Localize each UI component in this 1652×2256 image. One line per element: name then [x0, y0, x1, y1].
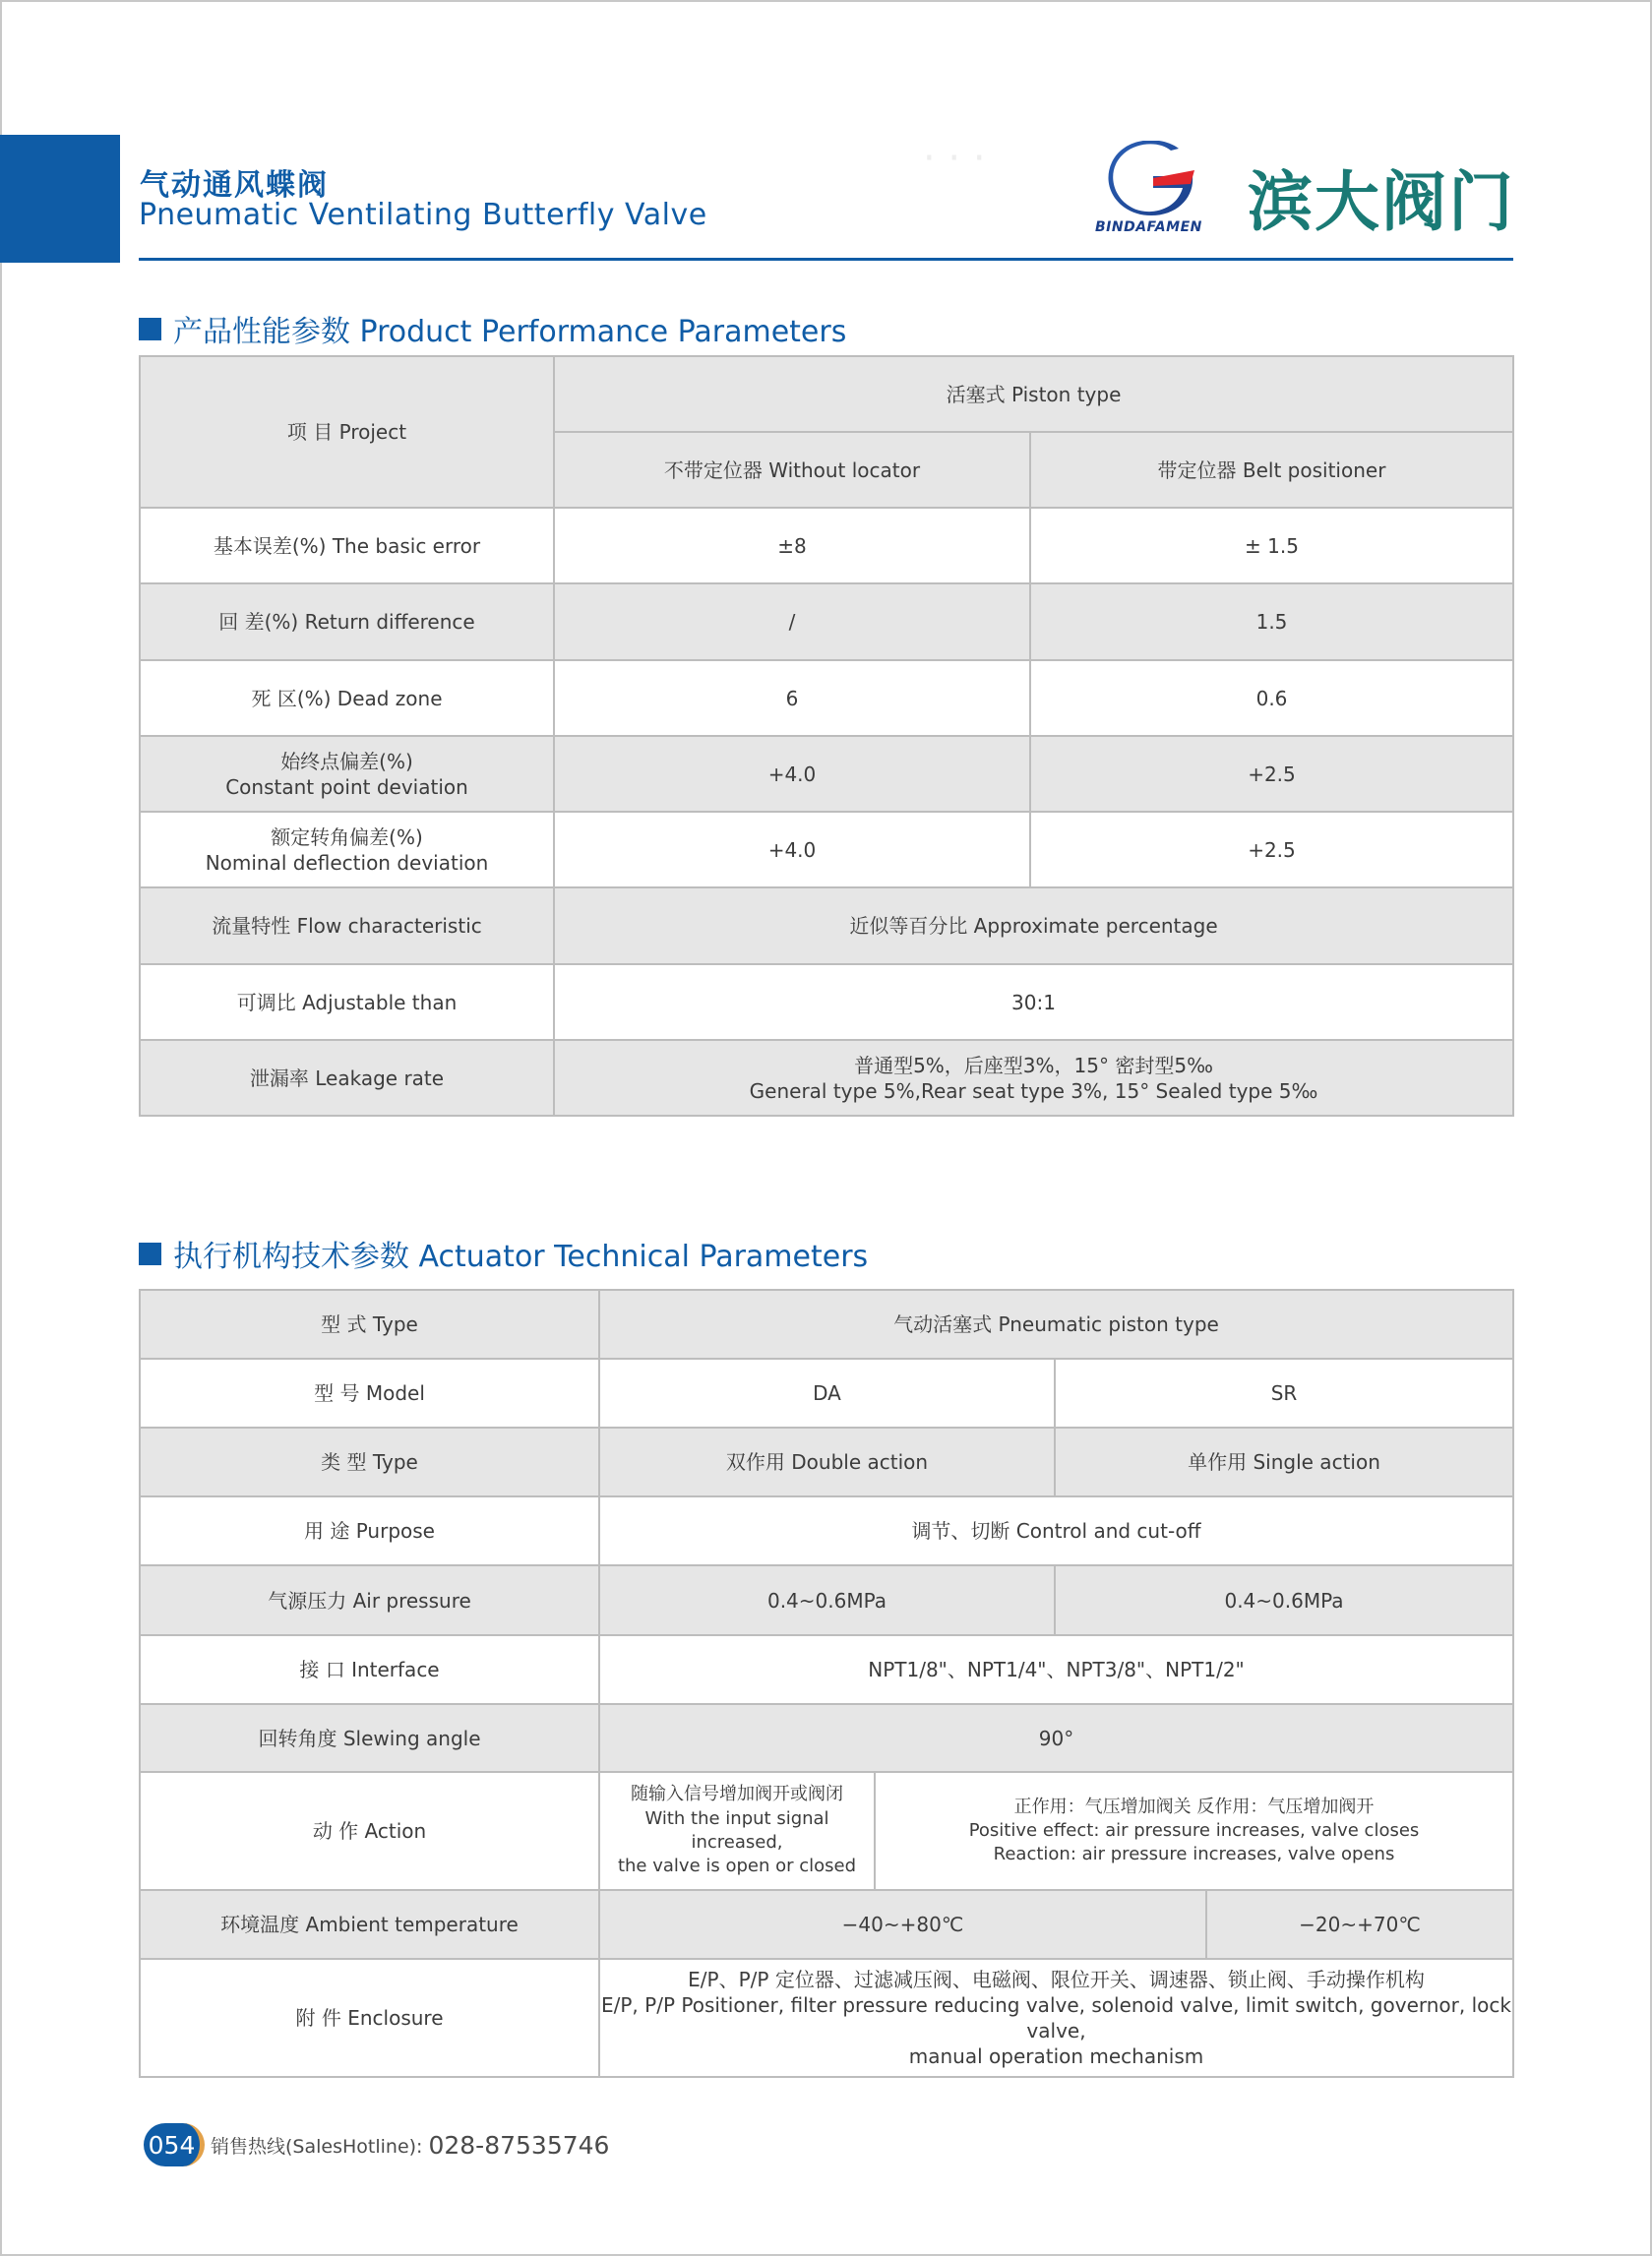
actuator-parameters-table: [139, 1289, 1514, 2078]
cell-value: SR: [1055, 1359, 1513, 1428]
header-belt-positioner: 带定位器 Belt positioner: [1030, 432, 1513, 508]
cell-value: 双作用 Double action: [599, 1428, 1055, 1496]
enclosure-cn: E/P、P/P 定位器、过滤减压阀、电磁阀、限位开关、调速器、锁止阀、手动操作机构: [688, 1968, 1425, 1991]
row-label: 型 式 Type: [140, 1290, 599, 1359]
cell-value: +2.5: [1030, 812, 1513, 887]
row-label-cn: 始终点偏差(%): [280, 749, 413, 773]
cell-value: +2.5: [1030, 736, 1513, 812]
page-title-en: Pneumatic Ventilating Butterfly Valve: [139, 198, 707, 232]
row-label: 类 型 Type: [140, 1428, 599, 1496]
brand-logo-text-cn: 滨大阀门: [1248, 164, 1515, 240]
table-row: [140, 1635, 1513, 1704]
row-label: 流量特性 Flow characteristic: [140, 887, 554, 964]
row-label: 泄漏率 Leakage rate: [140, 1040, 554, 1116]
table-row: [140, 1359, 1513, 1428]
cell-value: NPT1/8"、NPT1/4"、NPT3/8"、NPT1/2": [599, 1635, 1513, 1704]
row-label: 接 口 Interface: [140, 1635, 599, 1704]
faint-background-mark: · · ·: [923, 136, 986, 181]
hotline-label: 销售热线(SalesHotline):: [211, 2135, 423, 2158]
action-right-en2: Reaction: air pressure increases, valve opens: [993, 1844, 1395, 1865]
header-piston-type: 活塞式 Piston type: [554, 356, 1513, 432]
table-row: [140, 736, 1513, 812]
cell-value: [599, 1959, 1513, 2077]
row-label: 回转角度 Slewing angle: [140, 1704, 599, 1772]
section-title-text: 产品性能参数 Product Performance Parameters: [173, 315, 847, 349]
table-row: [140, 583, 1513, 660]
cell-value: 0.4~0.6MPa: [599, 1565, 1055, 1635]
page-number-badge: 054: [144, 2123, 205, 2166]
cell-value: ±8: [554, 508, 1030, 583]
action-right-cn: 正作用：气压增加阀关 反作用：气压增加阀开: [1013, 1796, 1375, 1817]
table-row: [140, 1290, 1513, 1359]
cell-value: +4.0: [554, 812, 1030, 887]
cell-value: 单作用 Single action: [1055, 1428, 1513, 1496]
cell-value: 90°: [599, 1704, 1513, 1772]
cell-value: 30:1: [554, 964, 1513, 1040]
page-title-cn: 气动通风蝶阀: [140, 168, 329, 203]
cell-value: 0.4~0.6MPa: [1055, 1565, 1513, 1635]
table-row: [140, 1040, 1513, 1116]
header-accent-block: [0, 135, 120, 263]
table-row: [140, 1772, 1513, 1890]
header-divider: [139, 258, 1513, 261]
row-label: 附 件 Enclosure: [140, 1959, 599, 2077]
action-right-en1: Positive effect: air pressure increases, valve closes: [968, 1819, 1420, 1841]
table-row: [140, 1496, 1513, 1565]
leak-value-cn: 普通型5%，后座型3%，15° 密封型5‰: [854, 1053, 1213, 1077]
action-left-cn: 随输入信号增加阀开或阀闭: [631, 1784, 843, 1805]
action-left-cell: [599, 1772, 875, 1890]
action-left-en2: the valve is open or closed: [617, 1856, 857, 1877]
cell-value: /: [554, 583, 1030, 660]
action-left-en1: With the input signal increased,: [644, 1807, 829, 1853]
table-row: [140, 1959, 1513, 2077]
cell-value: −20~+70℃: [1206, 1890, 1513, 1959]
row-label: 环境温度 Ambient temperature: [140, 1890, 599, 1959]
row-label: 动 作 Action: [140, 1772, 599, 1890]
enclosure-en2: manual operation mechanism: [908, 2044, 1204, 2068]
table-row: [140, 1704, 1513, 1772]
row-label: 死 区(%) Dead zone: [140, 660, 554, 736]
table-row: [140, 1428, 1513, 1496]
row-label: 基本误差(%) The basic error: [140, 508, 554, 583]
table-row: [140, 1890, 1513, 1959]
row-label: 用 途 Purpose: [140, 1496, 599, 1565]
section-title-performance: [139, 307, 846, 350]
leak-value-en: General type 5%,Rear seat type 3%, 15° Sealed type 5‰: [749, 1078, 1318, 1103]
cell-value: 气动活塞式 Pneumatic piston type: [599, 1290, 1513, 1359]
cell-value: ± 1.5: [1030, 508, 1513, 583]
cell-value: 1.5: [1030, 583, 1513, 660]
row-label: 回 差(%) Return difference: [140, 583, 554, 660]
table-row: [140, 812, 1513, 887]
cell-value: 调节、切断 Control and cut-off: [599, 1496, 1513, 1565]
enclosure-en1: E/P, P/P Positioner, filter pressure reducing valve, solenoid valve, limit switch, governor, lock valve,: [601, 1993, 1511, 2043]
cell-value: −40~+80℃: [599, 1890, 1206, 1959]
header-without-locator: 不带定位器 Without locator: [554, 432, 1030, 508]
cell-value: [554, 1040, 1513, 1116]
brand-logo-text-en: BINDAFAMEN: [1095, 219, 1202, 235]
cell-value: DA: [599, 1359, 1055, 1428]
table-row: [140, 660, 1513, 736]
table-row: [140, 1565, 1513, 1635]
row-label-en: Nominal deflection deviation: [205, 850, 489, 875]
row-label: [140, 812, 554, 887]
brand-logo-icon: [1106, 141, 1194, 215]
table-row: [140, 887, 1513, 964]
row-label-cn: 额定转角偏差(%): [271, 824, 423, 849]
performance-parameters-table: [139, 355, 1514, 1117]
row-label: 可调比 Adjustable than: [140, 964, 554, 1040]
action-right-cell: [875, 1772, 1513, 1890]
hotline-number: 028-87535746: [428, 2130, 610, 2160]
cell-value: 6: [554, 660, 1030, 736]
cell-value: 0.6: [1030, 660, 1513, 736]
row-label: 型 号 Model: [140, 1359, 599, 1428]
section-title-actuator: [139, 1232, 868, 1275]
section-square-icon: [139, 318, 161, 340]
row-label: 气源压力 Air pressure: [140, 1565, 599, 1635]
table-row: [140, 964, 1513, 1040]
section-title-text: 执行机构技术参数 Actuator Technical Parameters: [173, 1240, 869, 1274]
page-footer: [144, 2123, 609, 2166]
section-square-icon: [139, 1243, 161, 1265]
row-label: [140, 736, 554, 812]
cell-value: 近似等百分比 Approximate percentage: [554, 887, 1513, 964]
cell-value: +4.0: [554, 736, 1030, 812]
header-project: 项 目 Project: [140, 356, 554, 508]
table-row: [140, 508, 1513, 583]
row-label-en: Constant point deviation: [225, 774, 468, 799]
